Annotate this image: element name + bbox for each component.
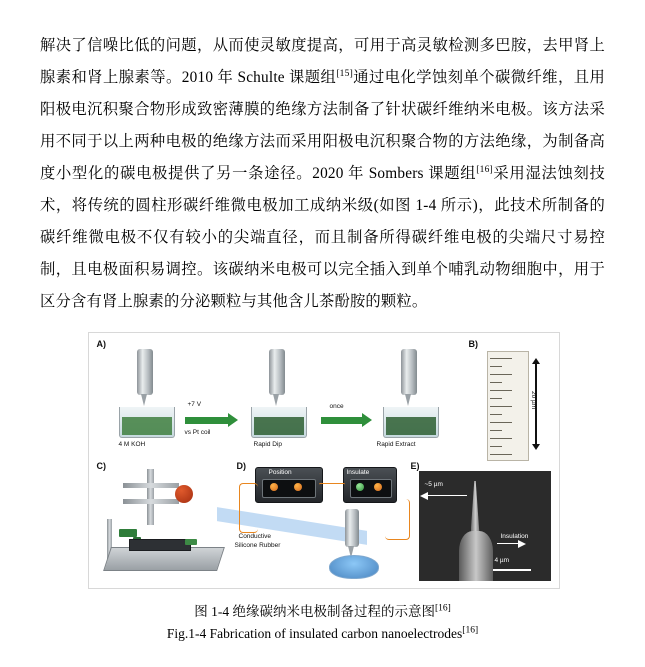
paragraph-segment-2: 通过电化学蚀刻单个碳微纤维，且用阳极电沉积聚合物形成致密薄膜的绝缘方法制备了针状碳纤维纳米电极。该方法采用不同于以上两种电极的绝缘方法而采用阳极电沉积聚合物的方法绝缘，为制备高度小型化的碳电极提供了另一条途径。2020 年 Sombers 课题组 — [40, 69, 605, 182]
arrow-dip — [185, 417, 229, 424]
label-position: Position — [268, 469, 292, 476]
panel-label-d: D) — [236, 461, 246, 471]
reference-16: [16] — [476, 164, 493, 175]
sample-chip — [185, 539, 197, 545]
electrode-probe-4 — [345, 509, 359, 547]
figure-caption-cn — [88, 601, 558, 623]
electrode-tip-3 — [405, 394, 411, 406]
paragraph-segment-1: 解决了信噪比低的问题，从而使灵敏度提高，可用于高灵敏检测多巴胺，去甲肾上腺素和肾上腺素等。2010 年 Schulte 课题组 — [40, 37, 605, 86]
manipulator-arm-2 — [123, 499, 179, 504]
electrode-probe-3 — [401, 349, 417, 395]
caption-cn-text: 图 1-4 绝缘碳纳米电极制备过程的示意图 — [194, 604, 435, 619]
caption-en-reference: [16] — [462, 625, 479, 636]
beaker-liquid-2 — [254, 417, 304, 435]
panel-label-e: E) — [410, 461, 420, 471]
manipulator-arm-1 — [123, 483, 179, 488]
wire-between-modules — [319, 483, 345, 486]
sem-tip-arrow — [427, 495, 467, 496]
arrow-once — [321, 417, 363, 424]
label-tip-size: ~5 µm — [424, 481, 443, 488]
wire-left — [239, 483, 258, 533]
label-rapid-extract: Rapid Extract — [376, 441, 416, 448]
paragraph-segment-3: 采用湿法蚀刻技术，将传统的圆柱形碳纤维微电极加工成纳米级(如图 1-4 所示)，此技术所制备的碳纤维微电极不仅有较小的尖端直径，而且制备所得碳纤维电极的尖端尺寸易控制，且电极面积易调控。该碳纳米电极可以完全插入到单个哺乳动物细胞中，用于区分含有肾上腺素的分泌颗粒与其他含儿茶酚胺的颗粒。 — [40, 165, 606, 310]
beaker-rapid-extract — [383, 407, 439, 438]
beaker-liquid-1 — [122, 417, 172, 435]
sem-insulation-arrow — [497, 543, 519, 544]
beaker-rapid-dip — [251, 407, 307, 438]
electrode-tip-2 — [273, 394, 279, 406]
beaker-liquid-3 — [386, 417, 436, 435]
label-insulation: Insulation — [500, 533, 529, 540]
green-connector — [119, 529, 137, 537]
panel-label-c: C) — [96, 461, 106, 471]
insulate-led-1 — [356, 483, 364, 491]
electrode-tip-1 — [141, 394, 147, 406]
beaker-koh — [119, 407, 175, 438]
label-koh: 4 M KOH — [118, 441, 146, 448]
label-scale-b: 20 µm — [529, 391, 537, 410]
sem-image — [419, 471, 551, 581]
wire-right — [385, 499, 410, 540]
caption-cn-reference: [16] — [434, 603, 451, 614]
body-paragraph — [40, 30, 605, 318]
label-conductive: Conductive — [238, 533, 272, 540]
adjustment-knob[interactable] — [175, 485, 193, 503]
sample-holder — [129, 539, 191, 551]
panel-label-a: A) — [96, 339, 106, 349]
ruler-scale — [487, 351, 529, 461]
position-led-2 — [294, 483, 302, 491]
caption-en-text: Fig.1-4 Fabrication of insulated carbon nanoelectrodes — [166, 626, 463, 641]
electrode-probe-2 — [269, 349, 285, 395]
label-once: once — [329, 403, 344, 410]
sem-needle-body — [459, 531, 493, 581]
label-rapid-dip: Rapid Dip — [253, 441, 283, 448]
figure-image — [88, 332, 560, 589]
position-led-1 — [270, 483, 278, 491]
figure-caption-en — [88, 623, 558, 645]
sem-scale-bar — [493, 569, 531, 571]
label-voltage: +7 V — [187, 401, 202, 408]
figure-1-4 — [88, 332, 558, 645]
micromanipulator-post — [147, 469, 154, 525]
paragraph-text — [40, 30, 605, 318]
label-scale-e: 4 µm — [494, 557, 510, 564]
sem-needle-tip — [471, 481, 480, 535]
reference-15: [15] — [336, 68, 353, 79]
label-vs-pt-coil: vs Pt coil — [184, 429, 211, 436]
label-silicone-rubber: Silicone Rubber — [234, 542, 281, 549]
panel-label-b: B) — [468, 339, 478, 349]
insulation-bath — [329, 555, 379, 579]
electrode-probe-1 — [137, 349, 153, 395]
label-insulate: Insulate — [346, 469, 370, 476]
insulate-led-2 — [374, 483, 382, 491]
